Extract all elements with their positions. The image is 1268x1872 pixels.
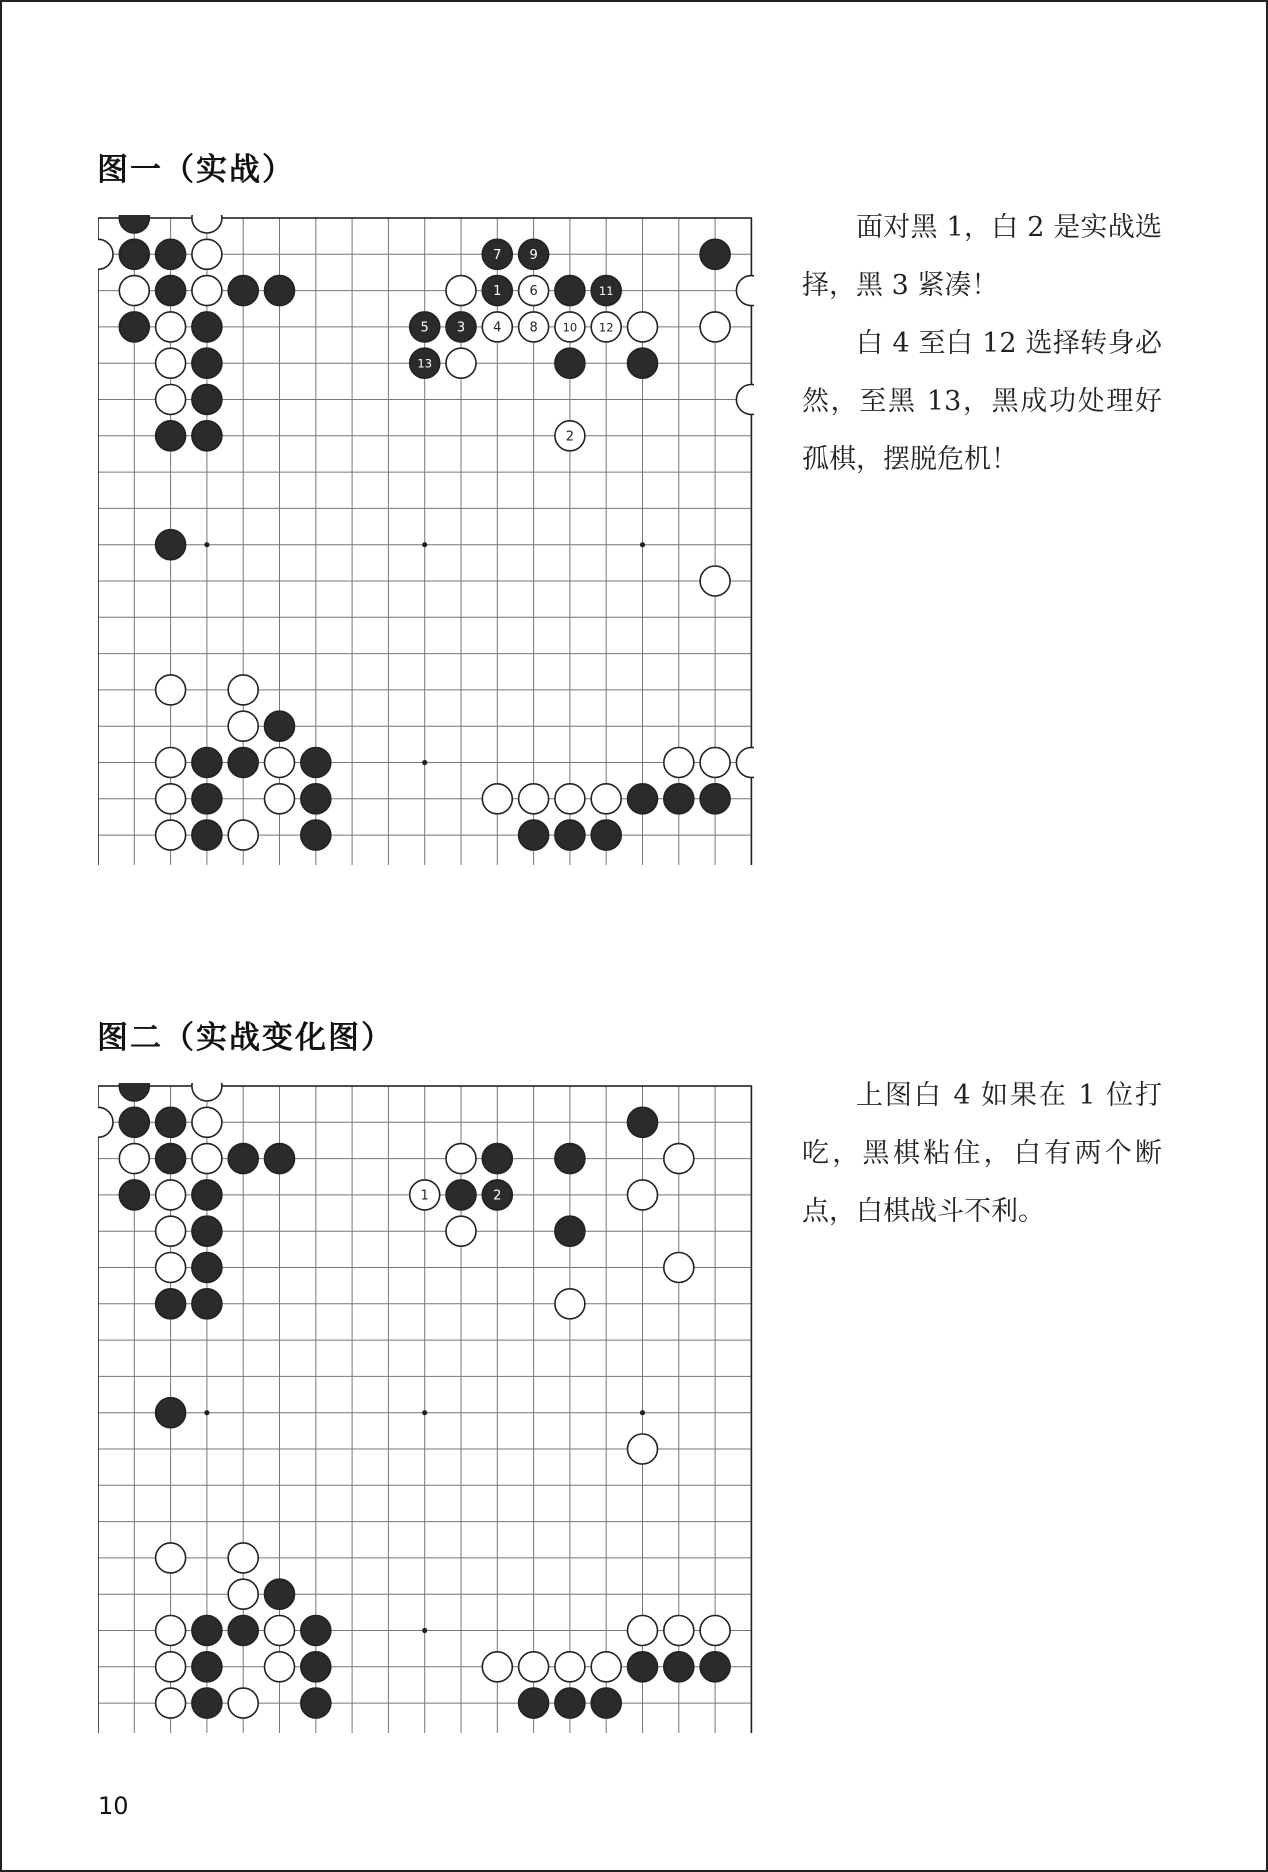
white-stone: [736, 385, 754, 415]
white-stone: [98, 239, 113, 269]
white-stone: [591, 312, 621, 342]
black-stone: [156, 239, 186, 269]
black-stone: [628, 784, 658, 814]
white-stone: [265, 1616, 295, 1646]
black-stone: [555, 348, 585, 378]
black-stone: [301, 1688, 331, 1718]
black-stone: [228, 1144, 258, 1174]
black-stone: [156, 1398, 186, 1428]
black-stone: [664, 784, 694, 814]
black-stone: [228, 748, 258, 778]
white-stone: [156, 1253, 186, 1283]
move-number: 7: [493, 247, 502, 263]
black-stone: [156, 421, 186, 451]
white-stone: [410, 1180, 440, 1210]
black-stone: [265, 1144, 295, 1174]
black-stone: [192, 312, 222, 342]
black-stone: [410, 348, 440, 378]
star-point: [422, 1628, 427, 1633]
white-stone: [664, 1616, 694, 1646]
move-number: 12: [598, 320, 614, 335]
move-number: 9: [529, 247, 538, 263]
white-stone: [555, 312, 585, 342]
black-stone: [192, 1216, 222, 1246]
black-stone: [482, 276, 512, 306]
black-stone: [192, 385, 222, 415]
white-stone: [555, 784, 585, 814]
white-stone: [519, 784, 549, 814]
black-stone: [519, 239, 549, 269]
black-stone: [192, 348, 222, 378]
white-stone: [446, 1144, 476, 1174]
white-stone: [555, 1289, 585, 1319]
white-stone: [156, 1216, 186, 1246]
white-stone: [555, 421, 585, 451]
black-stone: [228, 276, 258, 306]
white-stone: [228, 820, 258, 850]
white-stone: [156, 1616, 186, 1646]
white-stone: [628, 1180, 658, 1210]
black-stone: [156, 1144, 186, 1174]
white-stone: [736, 276, 754, 306]
white-stone: [228, 711, 258, 741]
move-number: 2: [493, 1188, 502, 1204]
white-stone: [664, 1144, 694, 1174]
move-number: 4: [493, 320, 502, 336]
white-stone: [156, 820, 186, 850]
move-number: 8: [529, 320, 538, 336]
black-stone: [628, 1107, 658, 1137]
move-number: 3: [456, 320, 466, 336]
white-stone: [156, 385, 186, 415]
black-stone: [446, 312, 476, 342]
black-stone: [591, 820, 621, 850]
black-stone: [664, 1652, 694, 1682]
page-number: 10: [98, 1792, 129, 1820]
white-stone: [265, 1652, 295, 1682]
black-stone: [301, 1616, 331, 1646]
black-stone: [119, 1180, 149, 1210]
figure-2-commentary: [802, 1067, 1162, 1241]
white-stone: [700, 1616, 730, 1646]
black-stone: [265, 276, 295, 306]
black-stone: [301, 1652, 331, 1682]
black-stone: [119, 312, 149, 342]
black-stone: [192, 421, 222, 451]
stones: [98, 1083, 730, 1718]
white-stone: [228, 675, 258, 705]
black-stone: [555, 1144, 585, 1174]
black-stone: [700, 1652, 730, 1682]
move-number: 5: [420, 320, 429, 336]
white-stone: [228, 1579, 258, 1609]
star-point: [204, 1410, 209, 1415]
black-stone: [410, 312, 440, 342]
white-stone: [228, 1543, 258, 1573]
star-point: [640, 1410, 645, 1415]
black-stone: [119, 215, 149, 233]
black-stone: [519, 1688, 549, 1718]
move-number: 11: [598, 284, 614, 299]
white-stone: [156, 748, 186, 778]
black-stone: [192, 1289, 222, 1319]
commentary-paragraph: 上图白 4 如果在 1 位打吃，黑棋粘住，白有两个断点，白棋战斗不利。: [802, 1080, 1162, 1227]
black-stone: [555, 276, 585, 306]
white-stone: [156, 675, 186, 705]
white-stone: [700, 748, 730, 778]
white-stone: [664, 1253, 694, 1283]
black-stone: [700, 784, 730, 814]
white-stone: [119, 276, 149, 306]
move-number: 1: [420, 1188, 429, 1204]
figure-2-title: 图二（实战变化图）: [97, 1020, 394, 1056]
black-stone: [192, 1688, 222, 1718]
white-stone: [156, 348, 186, 378]
black-stone: [119, 1083, 149, 1101]
black-stone: [555, 1688, 585, 1718]
black-stone: [156, 276, 186, 306]
white-stone: [519, 276, 549, 306]
white-stone: [192, 215, 222, 233]
white-stone: [446, 1216, 476, 1246]
white-stone: [156, 1543, 186, 1573]
white-stone: [228, 1688, 258, 1718]
star-point: [422, 542, 427, 547]
black-stone: [119, 239, 149, 269]
white-stone: [192, 1144, 222, 1174]
white-stone: [519, 312, 549, 342]
black-stone: [482, 1180, 512, 1210]
black-stone: [192, 1253, 222, 1283]
black-stone: [228, 1616, 258, 1646]
white-stone: [555, 1652, 585, 1682]
star-point: [422, 760, 427, 765]
figure-1-commentary: [802, 199, 1162, 489]
white-stone: [156, 784, 186, 814]
star-point: [422, 1410, 427, 1415]
black-stone: [591, 1688, 621, 1718]
stones: [98, 215, 754, 850]
white-stone: [628, 1616, 658, 1646]
white-stone: [591, 784, 621, 814]
white-stone: [736, 748, 754, 778]
white-stone: [591, 1652, 621, 1682]
white-stone: [628, 1434, 658, 1464]
black-stone: [156, 1289, 186, 1319]
black-stone: [119, 1107, 149, 1137]
move-number: 1: [493, 284, 502, 300]
white-stone: [519, 1652, 549, 1682]
commentary-paragraph: 面对黑 1，白 2 是实战选择，黑 3 紧凑！: [802, 212, 1162, 301]
white-stone: [482, 1652, 512, 1682]
white-stone: [192, 239, 222, 269]
black-stone: [192, 784, 222, 814]
black-stone: [192, 748, 222, 778]
white-stone: [156, 1688, 186, 1718]
white-stone: [700, 312, 730, 342]
white-stone: [98, 1107, 113, 1137]
white-stone: [119, 1144, 149, 1174]
black-stone: [301, 784, 331, 814]
black-stone: [446, 1180, 476, 1210]
white-stone: [192, 1107, 222, 1137]
move-number: 2: [565, 429, 575, 445]
black-stone: [301, 820, 331, 850]
figure-1-title: 图一（实战）: [97, 152, 295, 188]
white-stone: [192, 276, 222, 306]
commentary-paragraph: 白 4 至白 12 选择转身必然，至黑 13，黑成功处理好孤棋，摆脱危机！: [802, 328, 1162, 475]
black-stone: [265, 711, 295, 741]
black-stone: [628, 1652, 658, 1682]
go-board-figure-2: [98, 1083, 754, 1733]
black-stone: [192, 1616, 222, 1646]
white-stone: [156, 1180, 186, 1210]
white-stone: [664, 748, 694, 778]
black-stone: [301, 748, 331, 778]
black-stone: [519, 820, 549, 850]
black-stone: [265, 1579, 295, 1609]
white-stone: [628, 312, 658, 342]
black-stone: [555, 820, 585, 850]
black-stone: [482, 239, 512, 269]
white-stone: [265, 748, 295, 778]
white-stone: [482, 784, 512, 814]
black-stone: [628, 348, 658, 378]
white-stone: [700, 566, 730, 596]
black-stone: [192, 1180, 222, 1210]
white-stone: [156, 1652, 186, 1682]
black-stone: [192, 820, 222, 850]
white-stone: [482, 312, 512, 342]
white-stone: [446, 348, 476, 378]
move-number: 10: [562, 320, 578, 335]
black-stone: [156, 530, 186, 560]
star-point: [204, 542, 209, 547]
white-stone: [446, 276, 476, 306]
black-stone: [591, 276, 621, 306]
black-stone: [700, 239, 730, 269]
go-board-figure-1: [98, 215, 754, 865]
black-stone: [156, 1107, 186, 1137]
white-stone: [265, 784, 295, 814]
star-point: [640, 542, 645, 547]
white-stone: [192, 1083, 222, 1101]
black-stone: [555, 1216, 585, 1246]
black-stone: [192, 1652, 222, 1682]
white-stone: [156, 312, 186, 342]
move-number: 6: [529, 284, 538, 300]
move-number: 13: [417, 356, 433, 371]
black-stone: [482, 1144, 512, 1174]
